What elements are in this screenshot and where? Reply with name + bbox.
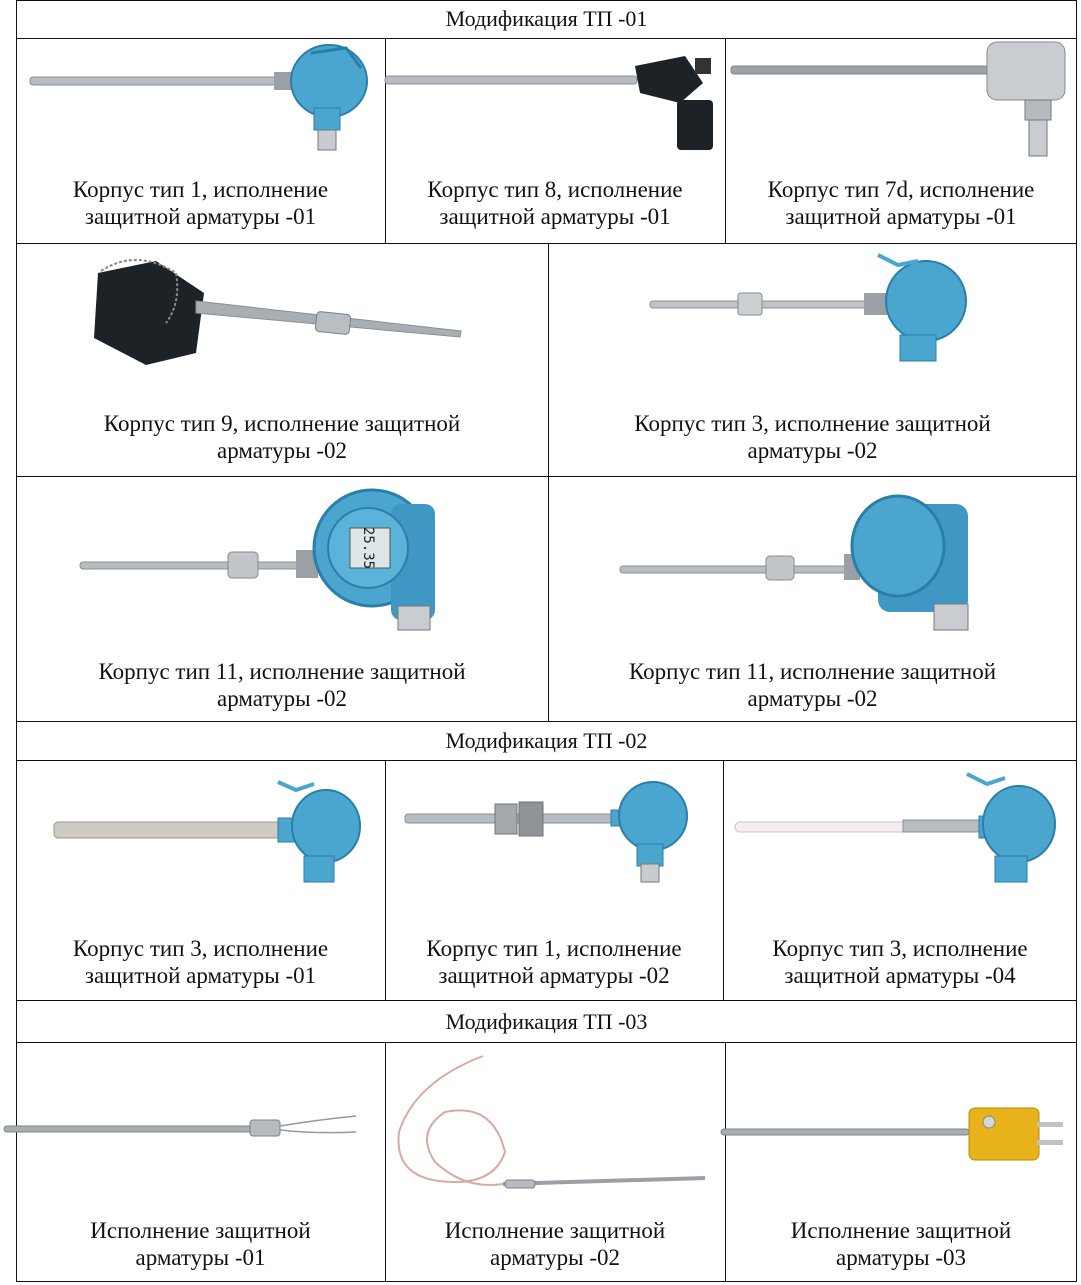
caption-line1: Корпус тип 3, исполнение xyxy=(72,936,329,961)
cell-tp01-type7d-01 xyxy=(725,38,1077,243)
caption-line2: арматуры -02 xyxy=(747,686,878,711)
caption-line1: Корпус тип 1, исполнение xyxy=(426,936,682,961)
caption-line2: защитной арматуры -01 xyxy=(84,963,317,988)
cell-tp03-02 xyxy=(385,1042,725,1282)
caption-line2: арматуры -02 xyxy=(747,438,878,463)
caption-line2: защитной арматуры -01 xyxy=(439,204,671,229)
caption-line1: Корпус тип 7d, исполнение xyxy=(767,177,1035,202)
cell-tp02-type3-04 xyxy=(723,760,1077,1000)
caption-line2: защитной арматуры -01 xyxy=(84,204,317,229)
caption-line1: Исполнение защитной xyxy=(90,1218,311,1243)
caption-line1: Корпус тип 9, исполнение защитной xyxy=(103,411,461,436)
cell-tp02-type3-01 xyxy=(16,760,385,1000)
caption-line2: арматуры -02 xyxy=(217,438,347,463)
cell-tp01-type11-02 xyxy=(548,476,1077,721)
caption-line2: арматуры -02 xyxy=(217,686,347,711)
section-header-tp01: Модификация ТП -01 xyxy=(445,6,648,31)
caption-line1: Корпус тип 11, исполнение защитной xyxy=(628,659,997,684)
section-header-tp03: Модификация ТП -03 xyxy=(445,1009,648,1034)
cell-tp01-type8-01 xyxy=(385,38,725,243)
caption-line1: Корпус тип 8, исполнение xyxy=(427,177,683,202)
caption-line2: арматуры -03 xyxy=(836,1245,966,1270)
caption-line2: защитной арматуры -04 xyxy=(784,963,1016,988)
caption-line1: Корпус тип 11, исполнение защитной xyxy=(98,659,466,684)
section-header-tp02: Модификация ТП -02 xyxy=(445,728,648,753)
caption-line1: Исполнение защитной xyxy=(444,1218,666,1243)
caption-line2: защитной арматуры -01 xyxy=(785,204,1017,229)
caption-line1: Корпус тип 3, исполнение xyxy=(772,936,1028,961)
caption-line1: Корпус тип 1, исполнение xyxy=(72,177,329,202)
caption-line2: арматуры -01 xyxy=(135,1245,266,1270)
caption-line2: защитной арматуры -02 xyxy=(438,963,670,988)
cell-tp03-03 xyxy=(725,1042,1077,1282)
lcd-display-value: 25.35 xyxy=(360,526,376,570)
cell-tp02-type1-02 xyxy=(385,760,723,1000)
cell-tp01-type3-02 xyxy=(548,243,1077,476)
cell-tp03-01 xyxy=(16,1042,385,1282)
caption-line1: Корпус тип 3, исполнение защитной xyxy=(634,411,991,436)
caption-line2: арматуры -02 xyxy=(490,1245,620,1270)
cell-tp01-type9-02 xyxy=(16,243,548,476)
caption-line1: Исполнение защитной xyxy=(790,1218,1012,1243)
cell-tp01-type1-01 xyxy=(16,38,385,243)
cell-tp01-type11-display-02 xyxy=(16,476,548,721)
